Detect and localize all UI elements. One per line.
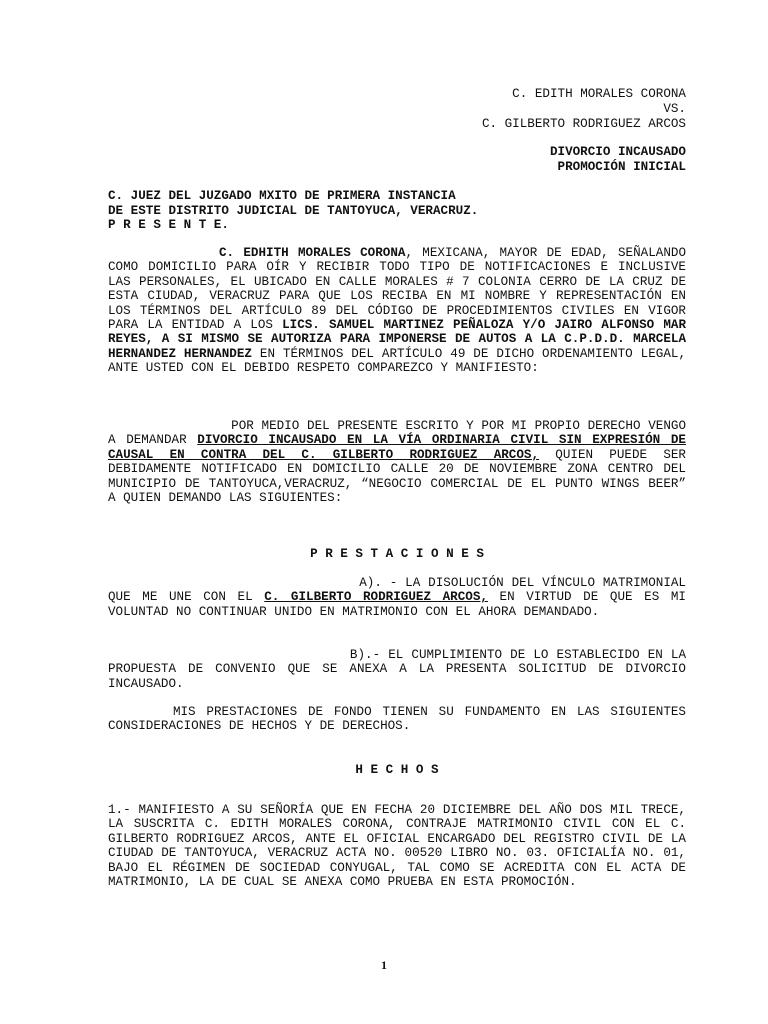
party-plaintiff: C. EDITH MORALES CORONA (512, 87, 686, 101)
section-title-hechos: H E C H O S (355, 763, 439, 777)
fondo-text: MIS PRESTACIONES DE FONDO TIENEN SU FUNDAMENTO EN LAS SIGUIENTES CONSIDERACIONES DE HECHOS Y DE DERECHOS. (108, 705, 686, 734)
prestacion-b-text: B).- EL CUMPLIMIENTO DE LO ESTABLECIDO EN LA PROPUESTA DE CONVENIO QUE SE ANEXA A LA PRESENTA SOLICITUD DE DIVORCIO INCAUSADO. (108, 648, 686, 691)
prestacion-a-text-1: A). - LA DISOLUCIÓN DEL VÍNCULO MATRIMONIAL QUE ME UNE CON EL (108, 576, 686, 605)
demand-claim: DIVORCIO INCAUSADO EN LA VÍA ORDINARIA CIVIL SIN EXPRESIÓN DE CAUSAL EN CONTRA DEL C. GILBERTO RODRIGUEZ ARCOS, (108, 433, 686, 462)
page-number: 1 (381, 958, 387, 972)
intro-paragraph (108, 246, 686, 376)
authorized-lawyers: LICS. SAMUEL MARTINEZ PEÑALOZA Y/O JAIRO ALFONSO MAR REYES, A SI MISMO SE AUTORIZA PARA IMPONERSE DE AUTOS A LA C.P.D.D. MARCELA HERNANDEZ HERNANDEZ (108, 318, 686, 361)
hecho-1: 1.- MANIFIESTO A SU SEÑORÍA QUE EN FECHA 20 DICIEMBRE DEL AÑO DOS MIL TRECE, LA SUSCRITA C. EDITH MORALES CORONA, CONTRAJE MATRIMONIO CIVIL CON EL C. GILBERTO RODRIGUEZ ARCOS, ANTE EL OFICIAL ENCARGADO DEL REGISTRO CIVIL DE LA CIUDAD DE TANTOYUCA, VERACRUZ ACTA NO. 00520 LIBRO NO. 03. OFICIALÍA NO. 01, BAJO EL RÉGIMEN DE SOCIEDAD CONYUGAL, TAL COMO SE ACREDITA CON EL ACTA DE MATRIMONIO, LA DE CUAL SE ANEXA COMO PRUEBA EN ESTA PROMOCIÓN. (108, 803, 686, 890)
section-title-prestaciones: P R E S T A C I O N E S (310, 547, 484, 561)
demand-text-1: POR MEDIO DEL PRESENTE ESCRITO Y POR MI PROPIO DERECHO VENGO A DEMANDAR (108, 419, 686, 448)
prestacion-b (108, 648, 686, 691)
versus-label: VS. (663, 102, 686, 116)
indent (108, 576, 359, 590)
indent (108, 648, 350, 662)
indent (108, 246, 219, 260)
intro-text-1: , MEXICANA, MAYOR DE EDAD, SEÑALANDO COMO DOMICILIO PARA OÍR Y RECIBIR TODO TIPO DE NOTIFICACIONES E INCLUSIVE LAS PERSONALES, EL UBICADO EN CALLE MORALES # 7 COLONIA CERRO DE LA CRUZ DE ESTA CIUDAD, VERACRUZ PARA QUE LOS RECIBA EN MI NOMBRE Y REPRESENTACIÓN EN LOS TÉRMINOS DEL ARTÍCULO 89 DEL CÓDIGO DE PROCEDIMIENTOS CIVILES EN VIGOR PARA LA ENTIDAD A LOS (108, 246, 686, 333)
prestacion-a (108, 576, 686, 619)
address-line-2: DE ESTE DISTRITO JUDICIAL DE TANTOYUCA, VERACRUZ. (108, 204, 479, 218)
party-defendant: C. GILBERTO RODRIGUEZ ARCOS (481, 117, 686, 131)
demand-text-2: QUIEN PUEDE SER DEBIDAMENTE NOTIFICADO EN DOMICILIO CALLE 20 DE NOVIEMBRE ZONA CENTRO DEL MUNICIPIO DE TANTOYUCA,VERACRUZ, “NEGOCIO COMERCIAL DE EL PUNTO WINGS BEER” A QUIEN DEMANDO LAS SIGUIENTES: (108, 447, 686, 506)
plaintiff-name: C. EDHITH MORALES CORONA (219, 246, 406, 260)
indent (108, 419, 231, 433)
case-subtitle: PROMOCIÓN INICIAL (557, 160, 686, 174)
intro-text-2: EN TÉRMINOS DEL ARTÍCULO 49 DE DICHO ORDENAMIENTO LEGAL, ANTE USTED CON EL DEBIDO RESPETO COMPAREZCO Y MANIFIESTO: (108, 346, 687, 376)
fondo-paragraph (108, 705, 686, 734)
demand-paragraph (108, 419, 686, 505)
address-line-3: P R E S E N T E. (108, 218, 229, 232)
indent (108, 705, 173, 719)
defendant-name: C. GILBERTO RODRIGUEZ ARCOS, (264, 590, 488, 605)
case-type: DIVORCIO INCAUSADO (549, 145, 686, 159)
prestacion-a-text-2: EN VIRTUD DE QUE ES MI VOLUNTAD NO CONTINUAR UNIDO EN MATRIMONIO CON EL AHORA DEMANDADO. (108, 590, 686, 619)
address-line-1: C. JUEZ DEL JUZGADO MXITO DE PRIMERA INSTANCIA (108, 189, 456, 203)
